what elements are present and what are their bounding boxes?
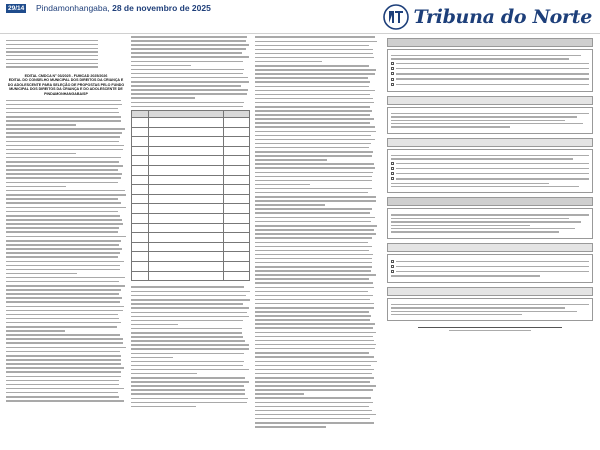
text-line [6,367,124,369]
text-line [131,106,243,108]
text-line [255,65,369,67]
text-line [131,393,245,395]
text-line [255,361,377,363]
text-line [6,141,119,143]
text-line [131,303,243,305]
annex-item [391,172,589,175]
text-line [255,410,372,412]
text-line [131,353,244,355]
text-line [131,316,249,318]
text-line [255,381,370,383]
text-line [255,352,369,354]
text-line [255,204,325,206]
text-line [6,207,126,209]
text-line [6,182,118,184]
text-line [6,334,120,336]
text-line [6,376,121,378]
text-line [6,149,123,151]
text-line [6,223,123,225]
text-line [255,155,372,157]
text-line [6,273,77,275]
text-line [255,270,371,272]
annex-item [391,162,589,165]
text-line [131,299,250,301]
annex-item [391,67,589,70]
text-line [131,97,195,99]
text-line [255,250,369,252]
text-line [255,41,377,43]
annex-subheader [387,243,593,252]
text-line [131,85,241,87]
text-line [255,332,376,334]
annex-section-6 [387,298,593,322]
text-line [6,359,121,361]
text-line [255,389,373,391]
text-line [131,398,248,400]
text-line [255,373,372,375]
annex-section-4 [387,208,593,238]
text-line [255,45,369,47]
text-line [6,161,119,163]
text-line [131,320,243,322]
text-line [131,381,249,383]
text-line [255,98,373,100]
text-line [255,86,369,88]
text-line [131,40,246,42]
column-1 [6,36,126,450]
text-line [255,340,374,342]
text-line [255,418,370,420]
text-line [255,377,374,379]
text-line [255,73,375,75]
text-line [6,326,117,328]
text-line [131,344,249,346]
text-line [6,384,119,386]
text-line [255,242,368,244]
text-line [131,365,243,367]
text-line [6,244,119,246]
text-line [6,338,123,340]
text-line [6,388,124,390]
text-line [6,322,121,324]
text-line [6,396,119,398]
text-line [255,323,375,325]
text-line [131,336,243,338]
text-line [255,135,371,137]
text-line [6,256,118,258]
text-line [255,422,374,424]
text-line [6,124,76,126]
text-line [255,402,373,404]
text-line [131,44,249,46]
edital-title: EDITAL CMDCA N° 03/2025 - FUMCAD 2025/2026 EDITAL DO CONSELHO MUNICIPAL DOS DIREITOS DA CRIANÇA E DO ADOLESCENTE PARA SELEÇÃO DE PROPOSTAS PELO FUNDO MUNICIPAL DOS DIREITOS DA CRIANÇA E DO ADOLESCENTE DE PINDAMONHANGABA/SP [7,73,125,97]
text-line [131,61,243,63]
text-line [255,126,375,128]
text-line [6,342,123,344]
text-line [6,116,121,118]
text-line [255,315,371,317]
text-line [131,73,243,75]
text-line [6,265,120,267]
text-line [6,215,120,217]
text-line [255,336,373,338]
annex-item [391,83,589,86]
city: Pindamonhangaba, [36,3,113,13]
text-line [131,385,244,387]
text-line [6,347,126,349]
text-line [255,77,368,79]
text-line [6,128,125,130]
text-line [6,186,66,188]
text-line [255,90,375,92]
text-line [6,318,119,320]
text-line [255,348,375,350]
text-line [131,291,250,293]
annex-section-3 [387,149,593,194]
text-line [6,169,118,171]
text-line [131,89,248,91]
text-line [255,118,374,120]
text-line [255,147,369,149]
text-line [255,94,370,96]
text-line [131,312,247,314]
text-line [255,246,372,248]
text-line [6,380,119,382]
text-line [255,200,376,202]
annex-item [391,265,589,268]
text-line [255,114,370,116]
text-line [6,108,118,110]
text-line [131,332,242,334]
column-3 [255,36,377,450]
text-line [255,365,371,367]
text-line [255,319,370,321]
text-line [131,369,249,371]
text-line [6,355,121,357]
text-line [255,176,372,178]
text-line [255,393,304,395]
text-line [255,143,371,145]
text-line [255,180,372,182]
text-line [255,397,371,399]
annex-subheader [387,287,593,296]
text-line [255,303,374,305]
text-line [131,102,244,104]
text-line [255,196,376,198]
text-line [131,65,191,67]
issue-date: 28 de novembro de 2025 [112,3,211,13]
text-line [6,173,122,175]
text-line [131,377,245,379]
page-header [0,0,600,34]
text-line [255,53,373,55]
annex-section-1 [387,49,593,92]
text-line [6,281,119,283]
text-line [6,231,118,233]
text-line [6,285,125,287]
text-line [131,69,244,71]
text-line [255,159,327,161]
text-line [255,385,376,387]
text-line [6,330,65,332]
text-line [131,307,249,309]
text-line [255,406,369,408]
text-line [131,348,249,350]
text-line [131,389,245,391]
text-line [6,177,121,179]
text-line [6,351,120,353]
annex-title-bar [387,197,593,206]
text-line [6,104,122,106]
text-line [131,77,248,79]
text-line [255,57,374,59]
text-line [255,131,376,133]
annex-section-2 [387,107,593,134]
text-line [255,311,369,313]
text-line [131,373,197,375]
annex-item [391,260,589,263]
text-line [6,371,121,373]
text-line [131,56,249,58]
text-line [6,112,119,114]
text-line [6,301,120,303]
text-line [6,400,124,402]
newspaper-page [0,36,600,450]
text-line [255,69,376,71]
text-line [255,282,373,284]
annex-section-5 [387,254,593,283]
text-line [6,227,119,229]
text-line [131,361,244,363]
text-line [255,212,370,214]
annex-item [391,62,589,65]
text-line [6,363,121,365]
text-line [6,392,118,394]
text-line [6,100,121,102]
text-line [6,211,118,213]
text-line [255,172,373,174]
text-line [255,217,375,219]
resources-table [131,110,250,281]
text-line [131,324,178,326]
annex-subheader [387,96,593,105]
text-line [6,194,126,196]
text-line [255,291,368,293]
text-line [6,293,119,295]
annex-item [391,167,589,170]
text-line [6,252,120,254]
text-line [6,132,122,134]
text-line [255,356,374,358]
text-line [6,297,122,299]
text-line [6,269,120,271]
text-line [6,219,122,221]
annex-item [391,78,589,81]
text-line [255,254,373,256]
text-line [131,36,247,38]
text-line [6,202,121,204]
text-line [6,248,122,250]
text-line [6,153,76,155]
newspaper-logo-icon [383,4,409,30]
text-line [131,357,173,359]
text-line [255,163,374,165]
text-line [255,49,373,51]
text-line [255,61,322,63]
text-line [255,258,372,260]
text-line [6,310,123,312]
text-line [255,106,370,108]
text-line [255,278,369,280]
edital-body-2b [131,286,250,407]
text-line [255,287,374,289]
text-line [255,36,375,38]
text-line [131,93,247,95]
text-line [6,145,124,147]
text-line [255,225,377,227]
text-line [255,274,376,276]
text-line [131,286,244,288]
city-date [36,2,211,14]
text-line [6,277,125,279]
text-line [255,426,326,428]
text-line [255,327,373,329]
text-line [131,406,196,408]
text-line [255,192,368,194]
text-line [255,237,372,239]
text-line [255,208,372,210]
text-line [255,110,372,112]
text-line [6,240,121,242]
text-line [255,229,374,231]
text-line [6,261,124,263]
text-line [255,167,375,169]
text-line [131,52,242,54]
text-line [255,266,372,268]
edition-badge: 29/14 [8,5,25,12]
text-line [255,139,375,141]
text-line [255,122,370,124]
edital-body-2a [131,36,250,107]
text-line [255,307,374,309]
text-line [6,289,121,291]
column-2 [131,36,250,450]
text-line [255,414,376,416]
text-line [255,151,373,153]
text-line [131,402,247,404]
annex-item [391,177,589,180]
text-line [6,306,124,308]
text-line [255,344,376,346]
edital-body-1 [6,100,126,402]
text-line [255,102,374,104]
annex-item [391,72,589,75]
text-line [131,328,242,330]
text-line [6,157,121,159]
text-line [255,233,376,235]
text-line [6,314,118,316]
text-line [6,190,125,192]
text-line [6,136,120,138]
masthead [383,2,592,32]
text-line [6,120,121,122]
annex-item [391,270,589,273]
text-line [255,184,310,186]
text-line [255,221,371,223]
text-line [255,81,370,83]
text-line [255,299,370,301]
text-line [131,81,249,83]
text-line [131,295,246,297]
signature-line [418,327,562,328]
text-line [255,369,374,371]
info-box [6,40,98,68]
annex-title-bar [387,38,593,47]
text-line [255,188,372,190]
column-4-annex [387,36,593,450]
text-line [255,262,372,264]
text-line [131,48,246,50]
text-line [6,165,123,167]
text-line [6,198,118,200]
masthead-title: Tribuna do Norte [413,6,592,28]
text-line [6,236,126,238]
annex-subheader [387,138,593,147]
text-line [131,340,245,342]
text-line [255,295,373,297]
edital-body-3 [255,36,377,428]
